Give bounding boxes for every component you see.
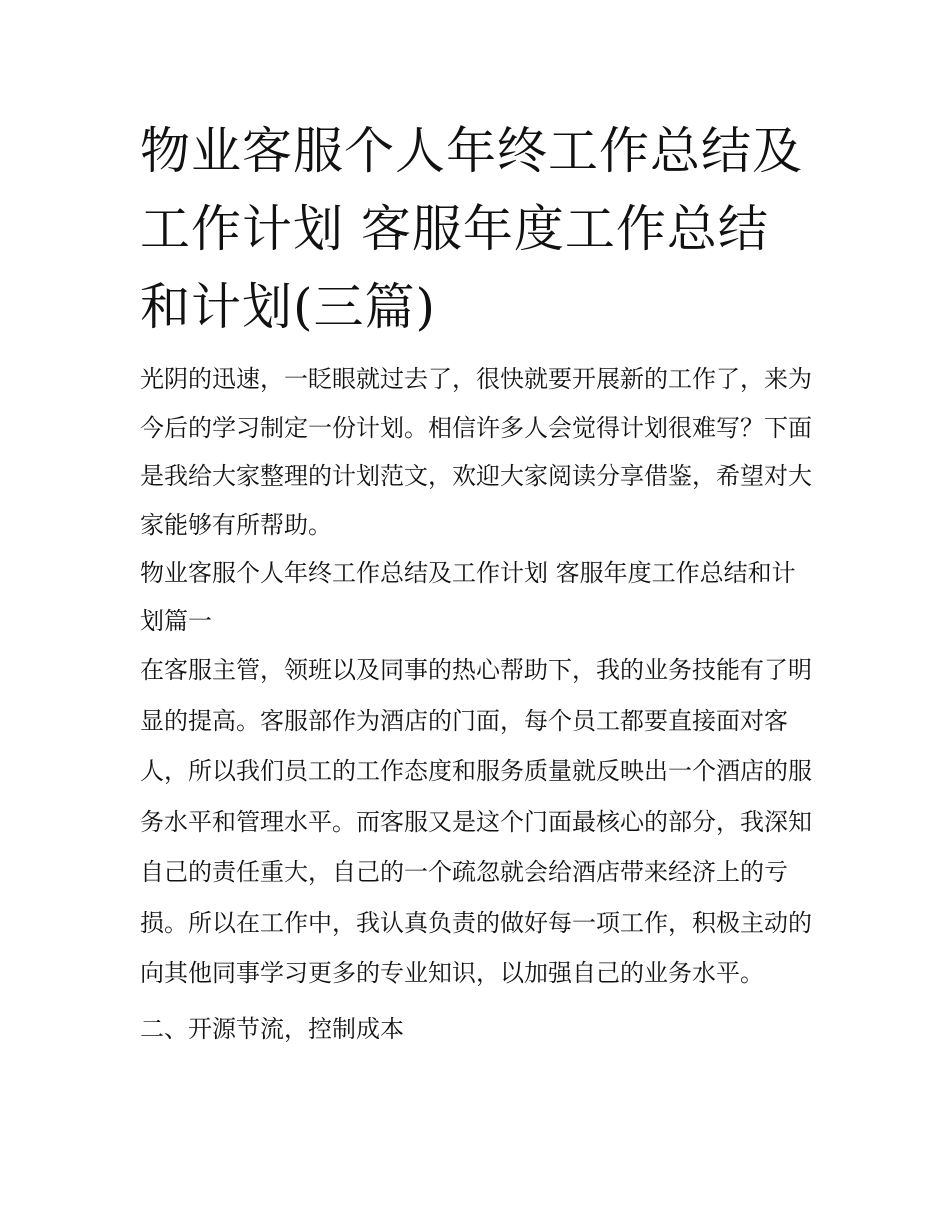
document-page	[140, 112, 815, 1053]
intro-paragraph: 光阴的迅速，一眨眼就过去了，很快就要开展新的工作了，来为今后的学习制定一份计划。相信许多人会觉得计划很难写？下面是我给大家整理的计划范文，欢迎大家阅读分享借鉴，希望对大家能够有所帮助。	[140, 365, 812, 539]
body-paragraph: 在客服主管，领班以及同事的热心帮助下，我的业务技能有了明显的提高。客服部作为酒店的门面，每个员工都要直接面对客人，所以我们员工的工作态度和服务质量就反映出一个酒店的服务水平和管理水平。而客服又是这个门面最核心的部分，我深知自己的责任重大，自己的一个疏忽就会给酒店带来经济上的亏损。所以在工作中，我认真负责的做好每一项工作，积极主动的向其他同事学习更多的专业知识，以加强自己的业务水平。	[140, 656, 812, 987]
subheading: 物业客服个人年终工作总结及工作计划 客服年度工作总结和计划篇一	[140, 559, 796, 635]
document-title: 物业客服个人年终工作总结及工作计划 客服年度工作总结和计划(三篇)	[140, 122, 803, 336]
section-heading: 二、开源节流，控制成本	[140, 1014, 404, 1043]
